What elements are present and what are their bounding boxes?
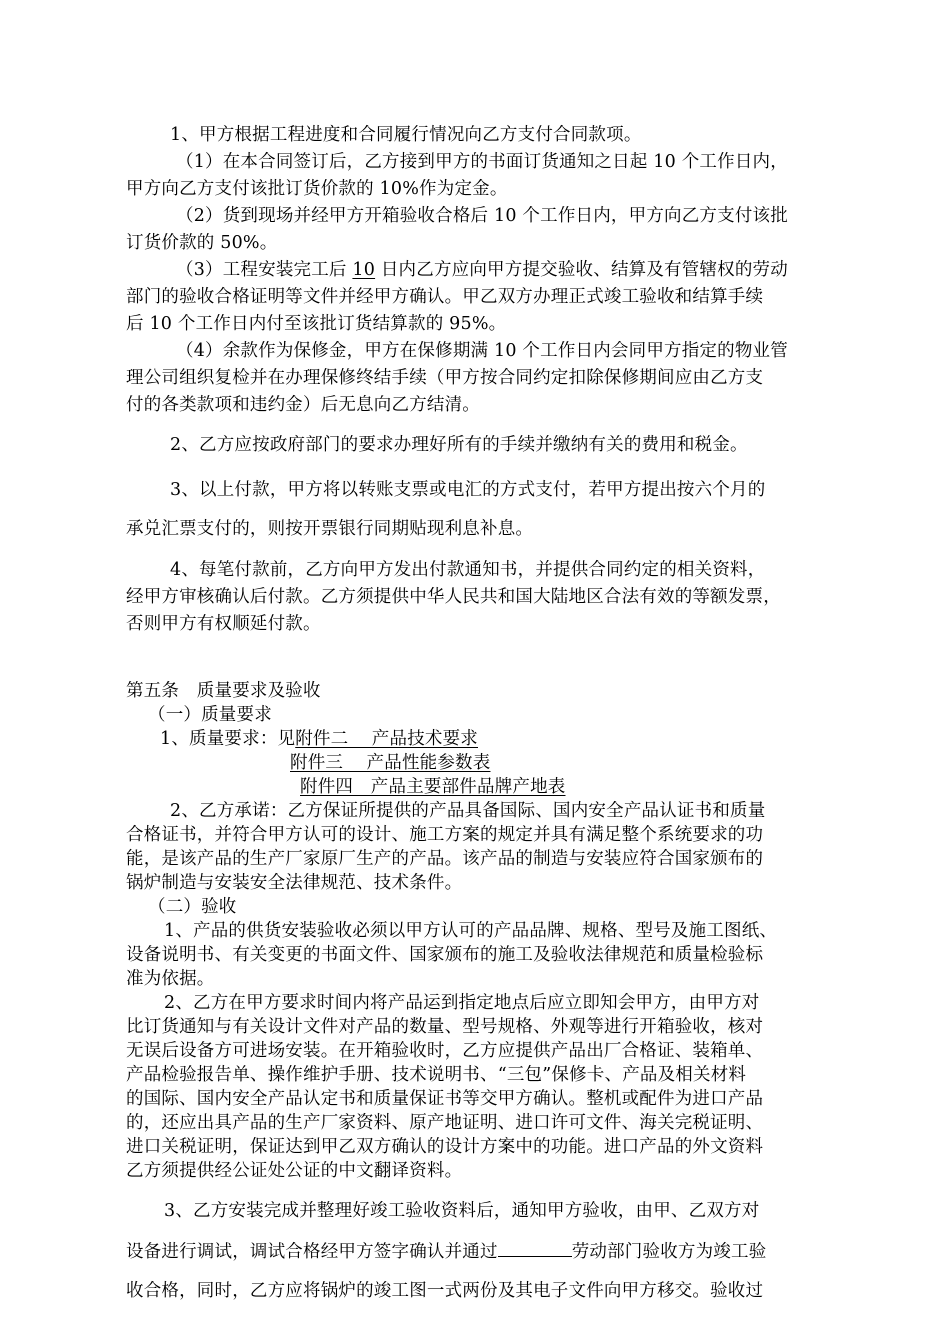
payment-clause-1-3-days: 10: [352, 260, 376, 280]
acceptance-2-line8: 乙方须提供经公证处公证的中文翻译资料。: [126, 1161, 463, 1181]
payment-clause-4-line1: 4、每笔付款前，乙方向甲方发出付款通知书，并提供合同约定的相关资料，: [170, 560, 766, 580]
acceptance-1-line2: 设备说明书、有关变更的书面文件、国家颁布的施工及验收法律规范和质量检验标: [126, 945, 764, 965]
acceptance-2-line4: 产品检验报告单、操作维护手册、技术说明书、“三包”保修卡、产品及相关材料: [126, 1065, 747, 1085]
acceptance-3-line3: 收合格，同时，乙方应将锅炉的竣工图一式两份及其电子文件向甲方移交。验收过: [126, 1281, 764, 1301]
quality-requirement-2-line2: 合格证书，并符合甲方认可的设计、施工方案的规定并具有满足整个系统要求的功: [126, 825, 764, 845]
acceptance-3-text-b: 劳动部门验收方为竣工验: [571, 1242, 767, 1262]
acceptance-2-line5: 的国际、国内安全产品认定书和质量保证书等交甲方确认。整机或配件为进口产品: [126, 1089, 764, 1109]
quality-requirement-2-line1: 2、乙方承诺：乙方保证所提供的产品具备国际、国内安全产品认证书和质量: [170, 801, 766, 821]
payment-clause-1: 1、甲方根据工程进度和合同履行情况向乙方支付合同款项。: [170, 125, 642, 145]
acceptance-2-line3: 无误后设备方可进场安装。在开箱验收时，乙方应提供产品出厂合格证、装箱单、: [126, 1041, 764, 1061]
acceptance-1-line3: 准为依据。: [126, 969, 215, 989]
payment-clause-1-4-line2: 理公司组织复检并在办理保修终结手续（甲方按合同约定扣除保修期间应由乙方支: [126, 368, 764, 388]
payment-clause-1-4-line1: （4）余款作为保修金，甲方在保修期满 10 个工作日内会同甲方指定的物业管: [176, 341, 788, 361]
attachment-4-link: 附件四 产品主要部件品牌产地表: [300, 777, 566, 797]
payment-clause-1-1-line1: （1）在本合同签订后，乙方接到甲方的书面订货通知之日起 10 个工作日内，: [176, 152, 788, 172]
payment-clause-1-4-line3: 付的各类款项和违约金）后无息向乙方结清。: [126, 395, 480, 415]
quality-requirement-1-label: 1、质量要求：见: [160, 729, 296, 749]
quality-requirement-2-line4: 锅炉制造与安装安全法律规范、技术条件。: [126, 873, 463, 893]
quality-requirement-2-line3: 能，是该产品的生产厂家原厂生产的产品。该产品的制造与安装应符合国家颁布的: [126, 849, 764, 869]
payment-clause-1-2-line1: （2）货到现场并经甲方开箱验收合格后 10 个工作日内，甲方向乙方支付该批: [176, 206, 788, 226]
attachment-3-link: 附件三 产品性能参数表: [290, 753, 491, 773]
acceptance-2-line2: 比订货通知与有关设计文件对产品的数量、型号规格、外观等进行开箱验收，核对: [126, 1017, 764, 1037]
payment-clause-1-3-line3: 后 10 个工作日内付至该批订货结算款的 95%。: [126, 314, 507, 334]
payment-clause-3-line2: 承兑汇票支付的，则按开票银行同期贴现利息补息。: [126, 519, 534, 539]
acceptance-1-line1: 1、产品的供货安装验收必须以甲方认可的产品品牌、规格、型号及施工图纸、: [164, 921, 778, 941]
payment-clause-1-3-line1: [176, 259, 788, 281]
attachment-2-link: 附件二 产品技术要求: [295, 729, 478, 749]
payment-clause-1-3-line2: 部门的验收合格证明等文件并经甲方确认。甲乙双方办理正式竣工验收和结算手续: [126, 287, 764, 307]
payment-clause-3-line1: 3、以上付款，甲方将以转账支票或电汇的方式支付，若甲方提出按六个月的: [170, 480, 766, 500]
acceptance-3-line1: 3、乙方安装完成并整理好竣工验收资料后，通知甲方验收，由甲、乙双方对: [164, 1201, 760, 1221]
payment-clause-2: 2、乙方应按政府部门的要求办理好所有的手续并缴纳有关的费用和税金。: [170, 435, 748, 455]
article-5-title: 第五条 质量要求及验收: [126, 681, 321, 701]
payment-clause-1-3-text-b: 日内乙方应向甲方提交验收、结算及有管辖权的劳动: [375, 260, 788, 280]
payment-clause-1-3-text-a: （3）工程安装完工后: [176, 260, 353, 280]
payment-clause-1-1-line2: 甲方向乙方支付该批订货价款的 10%作为定金。: [126, 179, 508, 199]
payment-clause-4-line2: 经甲方审核确认后付款。乙方须提供中华人民共和国大陆地区合法有效的等额发票，: [126, 587, 781, 607]
quality-requirement-1: [160, 728, 478, 750]
acceptance-3-text-a: 设备进行调试，调试合格经甲方签字确认并通过: [126, 1242, 498, 1262]
acceptance-2-line6: 的，还应出具产品的生产厂家资料、原产地证明、进口许可文件、海关完税证明、: [126, 1113, 764, 1133]
acceptance-3-line2: [126, 1240, 766, 1263]
payment-clause-1-2-line2: 订货价款的 50%。: [126, 233, 278, 253]
acceptance-2-line1: 2、乙方在甲方要求时间内将产品运到指定地点后应立即知会甲方，由甲方对: [164, 993, 760, 1013]
payment-clause-4-line3: 否则甲方有权顺延付款。: [126, 614, 321, 634]
acceptance-2-line7: 进口关税证明，保证达到甲乙双方确认的设计方案中的功能。进口产品的外文资料: [126, 1137, 764, 1157]
blank-fill-line: [498, 1240, 572, 1257]
quality-requirements-heading: （一）质量要求: [148, 705, 272, 725]
acceptance-heading: （二）验收: [148, 897, 237, 917]
